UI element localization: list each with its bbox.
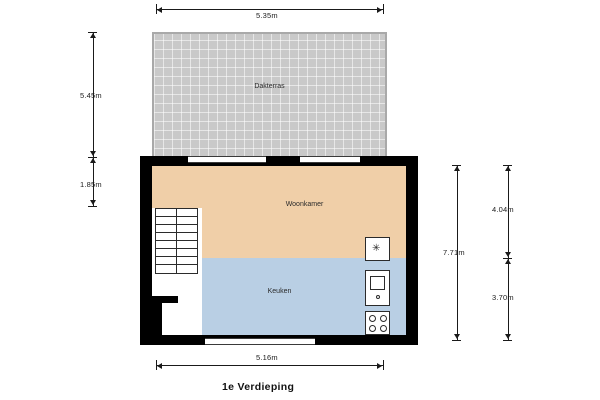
window-living-right <box>300 156 360 163</box>
right-upper-arrow-bottom <box>505 252 511 257</box>
bottom-dim-line <box>156 365 383 366</box>
dimension-bottom-width: 5.16m <box>256 353 278 362</box>
room-dakterras <box>152 32 387 160</box>
right-lower-arrow-top <box>505 259 511 264</box>
bottom-dim-tick-right <box>383 360 384 370</box>
right-total-arrow-bottom <box>454 334 460 339</box>
window-living-left <box>188 156 266 163</box>
dimension-left-lower: 1.85m <box>80 180 102 189</box>
room-label-woonkamer: Woonkamer <box>285 201 324 208</box>
stove-burner <box>369 315 376 322</box>
top-dim-arrow-left <box>157 7 162 13</box>
bottom-dim-arrow-left <box>157 363 162 369</box>
dimension-right-upper: 4.04m <box>492 205 514 214</box>
dimension-left-upper: 5.45m <box>80 91 102 100</box>
stove-burner <box>380 325 387 332</box>
sink-tap <box>376 295 380 299</box>
sink-basin <box>370 276 385 290</box>
appliance-stove <box>365 311 390 335</box>
right-total-tick-bottom <box>452 340 461 341</box>
right-upper-arrow-top <box>505 166 511 171</box>
page-title: 1e Verdieping <box>222 381 295 393</box>
left-lower-tick-bottom <box>88 206 97 207</box>
right-lower-tick-bottom <box>503 340 512 341</box>
room-label-dakterras: Dakterras <box>254 83 285 90</box>
left-lower-arrow-bottom <box>90 200 96 205</box>
room-label-keuken: Keuken <box>267 288 292 295</box>
top-dim-arrow-right <box>377 7 382 13</box>
extractor-icon: ✳ <box>372 243 381 254</box>
stove-burner <box>380 315 387 322</box>
dimension-right-total: 7.71m <box>443 248 465 257</box>
stove-burner <box>369 325 376 332</box>
right-lower-arrow-bottom <box>505 334 511 339</box>
left-lower-arrow-top <box>90 158 96 163</box>
top-dim-line <box>156 9 383 10</box>
window-kitchen-bottom <box>205 338 315 345</box>
dimension-top-width: 5.35m <box>256 11 278 20</box>
dimension-right-lower: 3.70m <box>492 293 514 302</box>
stair-handrail <box>176 208 177 274</box>
left-upper-arrow-bottom <box>90 151 96 156</box>
top-dim-tick-right <box>383 4 384 14</box>
bottom-dim-arrow-right <box>377 363 382 369</box>
right-total-arrow-top <box>454 166 460 171</box>
left-upper-arrow-top <box>90 33 96 38</box>
interior-wall-left-stub <box>152 296 178 303</box>
